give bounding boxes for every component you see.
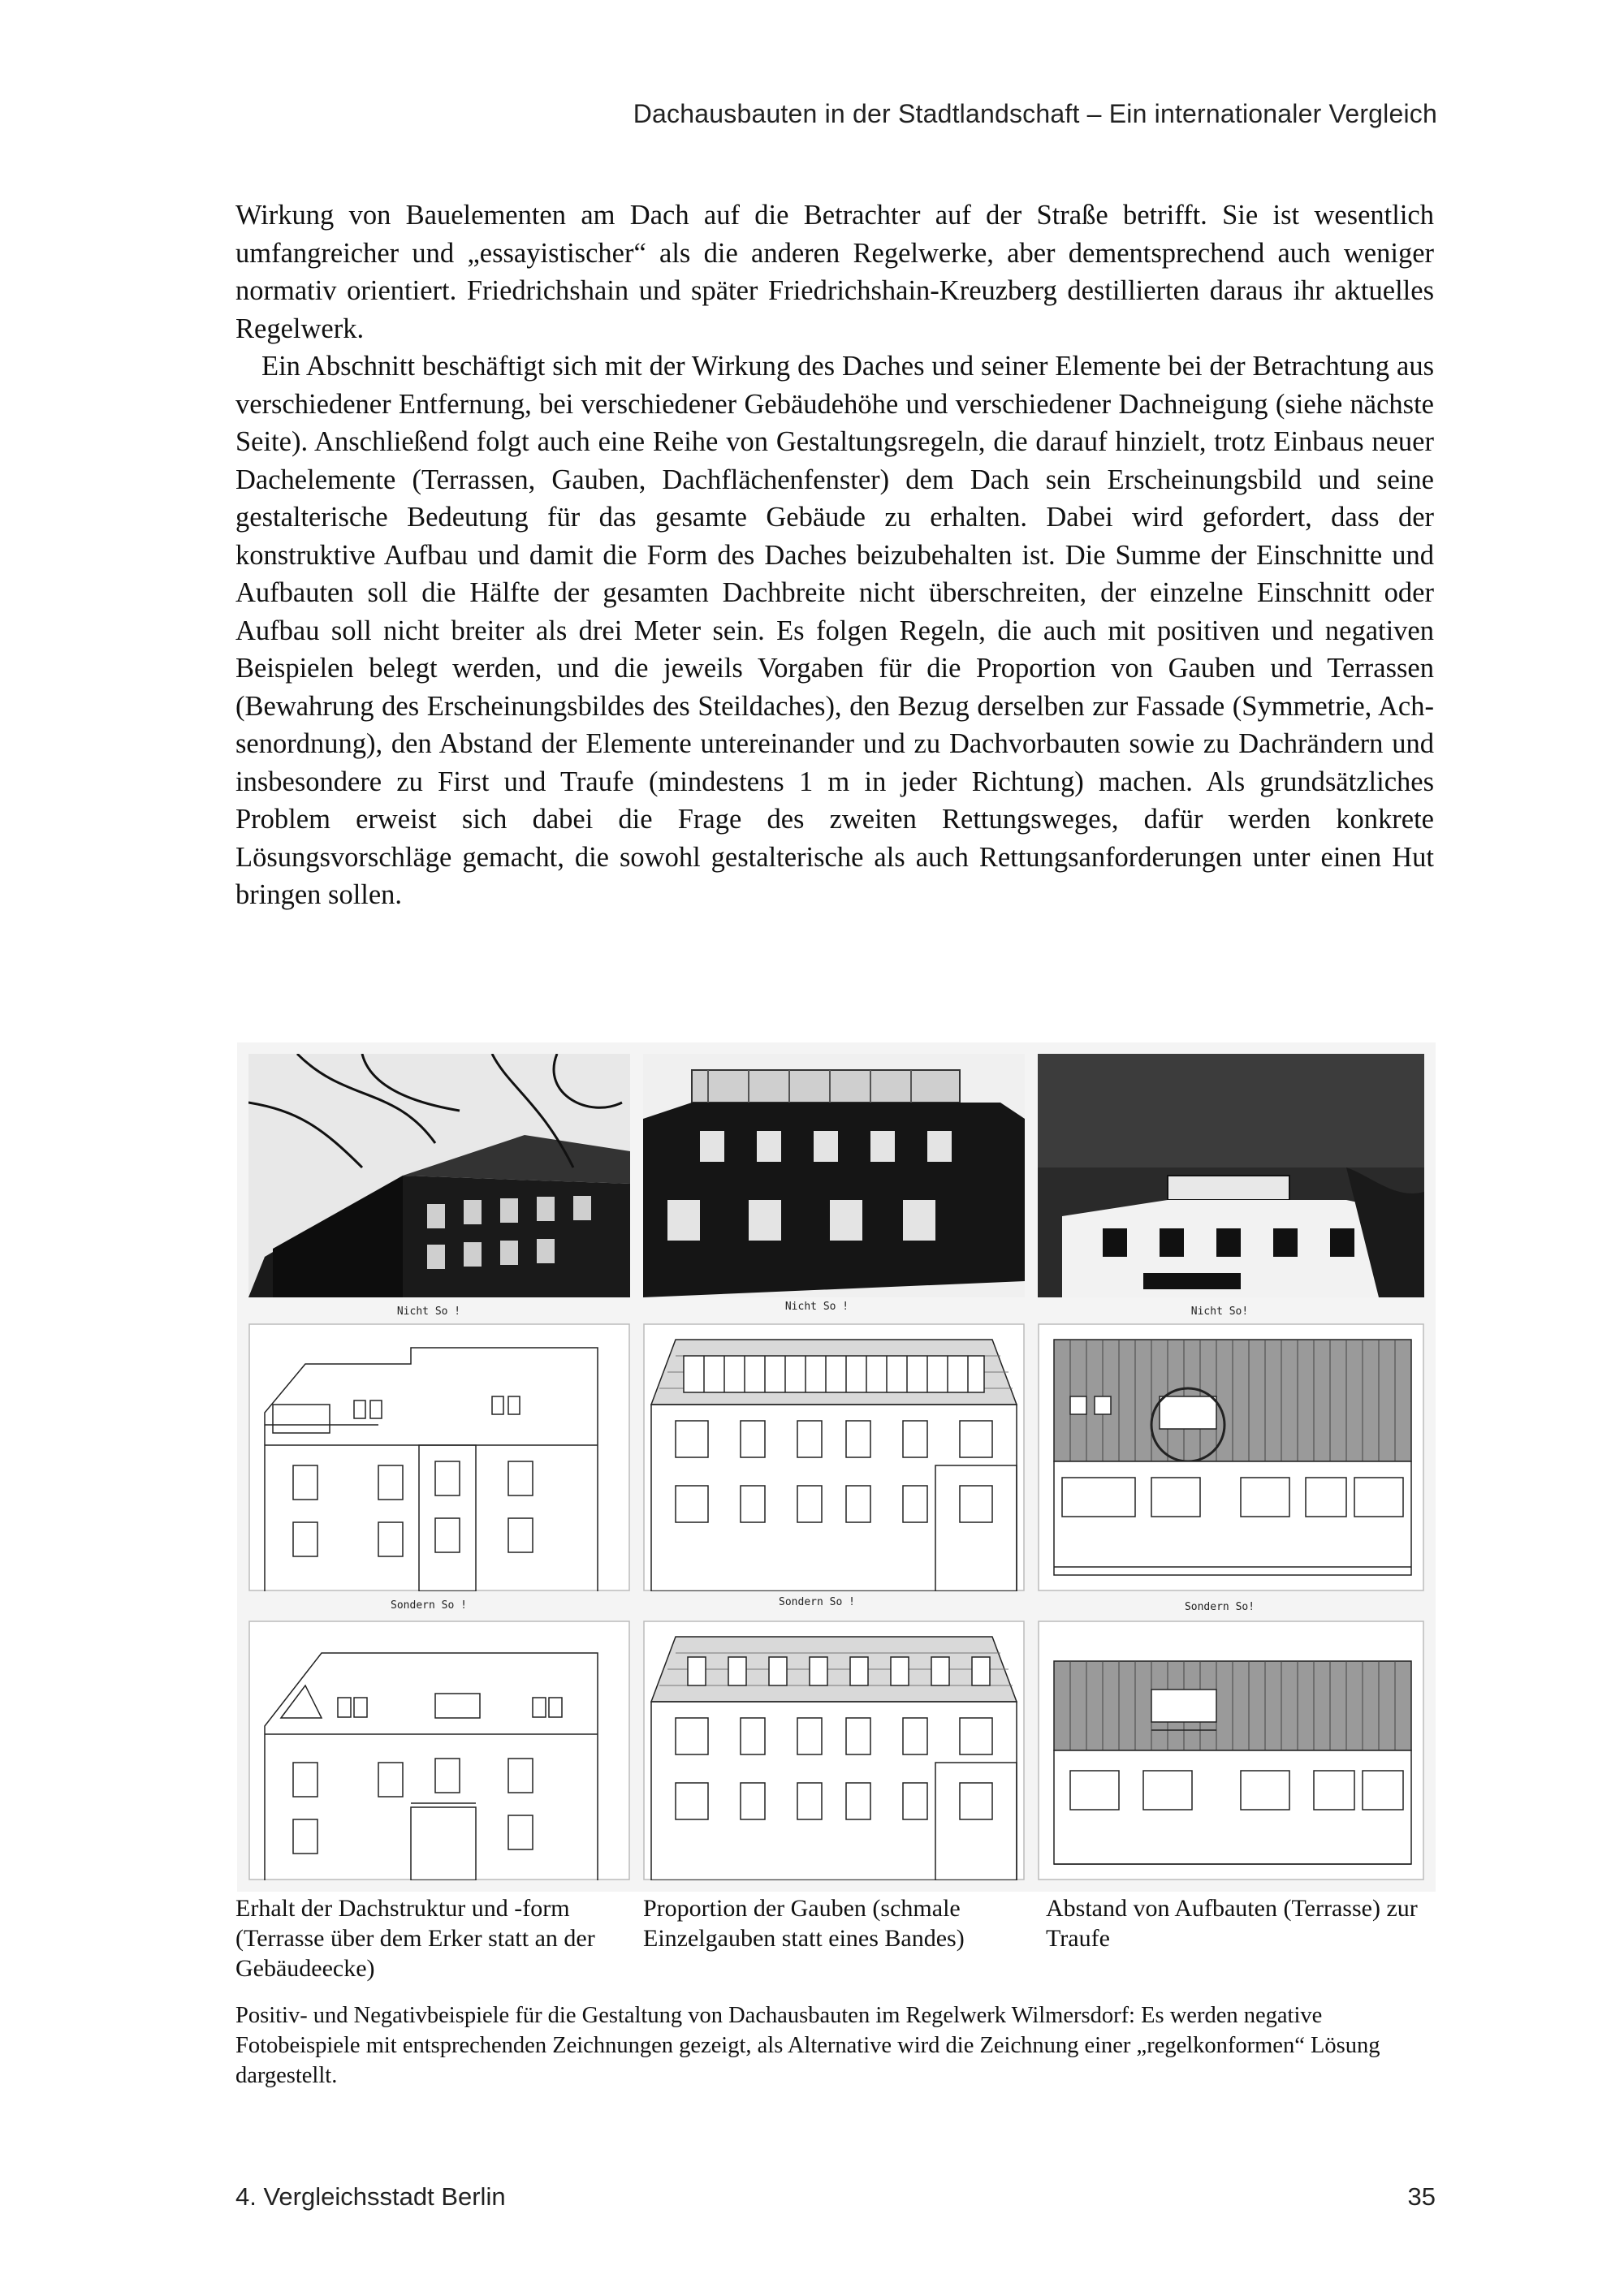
running-header: Dachausbauten in der Stadtlandschaft – Ein internationaler Vergleich [633,99,1437,128]
figure-column-captions [235,1893,1437,1991]
label-nicht-so: Nicht So ! [396,1306,461,1318]
photo-negative-example-1 [248,1054,630,1297]
drawing-positive-example-1 [248,1621,630,1880]
label-nicht-so: Nicht So ! [784,1301,849,1313]
drawing-negative-example-2 [643,1323,1025,1591]
label-sondern-so: Sondern So ! [391,1599,467,1612]
drawing-positive-example-3 [1038,1621,1424,1880]
caption-column-3: Abstand von Aufbauten (Terrasse) zur Traufe [1046,1895,1418,1952]
figure-caption: Positiv- und Negativbeispiele für die Gestaltung von Dachausbauten im Regelwerk Wilmersdorf: Es werden negative Fotobeispiele mit entsprechenden Zeichnungen gezeigt, als Alternative wird die Zeichnung einer „regelkonformen“ Lösung dargestellt. [235,2003,1380,2088]
caption-column-1: Erhalt der Dachstruktur und -form (Terrasse über dem Erker statt an der Gebäudeecke) [235,1895,595,1982]
drawing-negative-example-1 [248,1323,630,1591]
body-text [235,196,1434,914]
paragraph: Ein Abschnitt beschäftigt sich mit der Wirkung des Daches und seiner Elemente bei der Betrachtung aus verschiedener Entfernung, bei verschiedener Gebäudehöhe und verschiedener Dachneigung (siehe nächste Seite). Anschließend folgt auch eine Reihe von Gestaltungsregeln, die darauf hinzielt, trotz Einbaus neuer Dachelemente (Terrassen, Gauben, Dachflächenfenster) dem Dach sein Erscheinungsbild und seine gestalterische Bedeutung für das gesamte Gebäude zu erhalten. Dabei wird gefordert, dass der konstruktive Aufbau und damit die Form des Daches beizubehalten ist. Die Summe der Einschnitte und Aufbauten soll die Hälfte der gesamten Dachbreite nicht überschreiten, der einzelne Einschnitt oder Aufbau soll nicht breiter als drei Meter sein. Es folgen Regeln, die auch mit positiven und negativen Beispielen belegt werden, und die jeweils Vorgaben für die Proportion von Gauben und Terrassen (Bewahrung des Erscheinungsbildes des Steildaches), den Bezug derselben zur Fassade (Symmetrie, Achsenordnung), den Abstand der Elemente untereinander und zu Dachvorbauten sowie zu Dachrändern und insbesondere zu First und Traufe (mindestens 1 m in jeder Richtung) machen. Als grundsätzliches Problem erweist sich dabei die Frage des zweiten Rettungsweges, dafür werden konkrete Lösungsvorschläge gemacht, die sowohl gestalterische als auch Rettungsanforderungen unter einen Hut bringen sollen. [235,351,1434,910]
photo-negative-example-3 [1038,1054,1424,1297]
page-number: 35 [1407,2182,1436,2211]
drawing-negative-example-3 [1038,1323,1424,1591]
figure-grid [237,1042,1436,1892]
paragraph: Wirkung von Bauelementen am Dach auf die Betrachter auf der Straße betrifft. Sie ist wesentlich umfangreicher und „essayistischer“ als die anderen Regelwerke, aber dementsprechend auch weniger normativ orientiert. Friedrichshain und später Friedrichshain-Kreuzberg destillierten daraus ihr aktuelles Regelwerk. [235,200,1434,344]
label-sondern-so: Sondern So ! [779,1596,855,1608]
label-sondern-so: Sondern So! [1184,1601,1255,1613]
photo-negative-example-2 [643,1054,1025,1297]
label-nicht-so: Nicht So! [1190,1306,1249,1318]
drawing-positive-example-2 [643,1621,1025,1880]
footer-chapter: 4. Vergleichsstadt Berlin [235,2182,506,2211]
caption-column-2: Proportion der Gauben (schmale Einzelgauben statt eines Bandes) [643,1895,965,1952]
